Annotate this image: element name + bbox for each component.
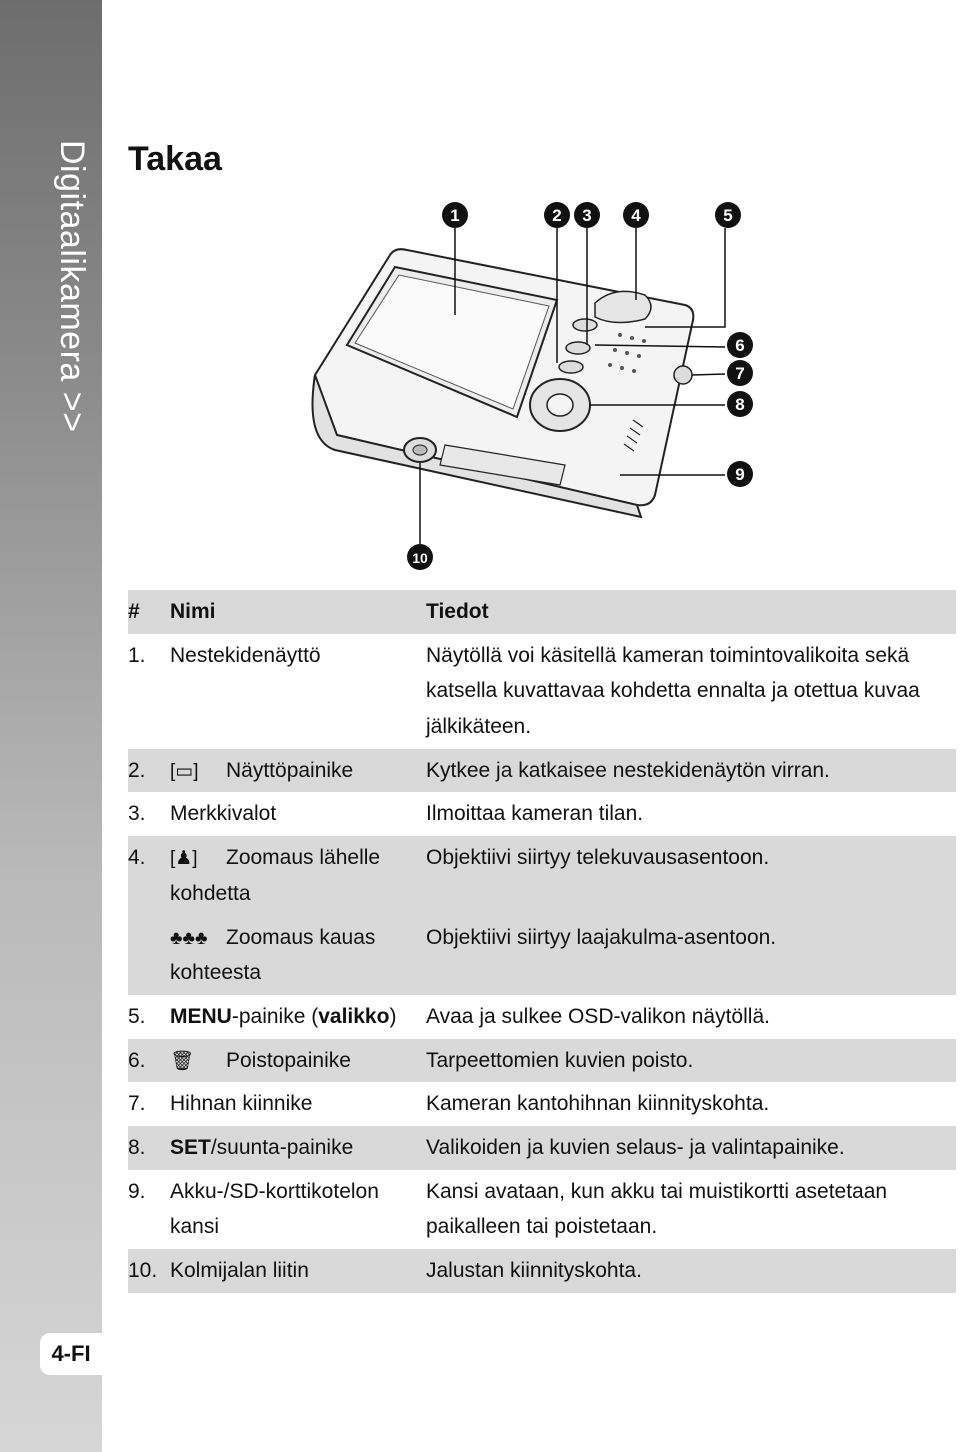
- table-row: [128, 792, 956, 836]
- row-info: Objektiivi siirtyy telekuvausasentoon.: [426, 836, 956, 915]
- svg-text:8: 8: [735, 395, 745, 414]
- row-info: Kansi avataan, kun akku tai muistikortti asetetaan paikalleen tai poistetaan.: [426, 1179, 888, 1239]
- svg-text:2: 2: [552, 206, 562, 225]
- svg-text:4: 4: [631, 206, 641, 225]
- page-title: Takaa: [128, 140, 222, 178]
- row-num: 9.: [128, 1179, 146, 1203]
- callout-3: [574, 202, 600, 228]
- header-num: #: [128, 590, 170, 634]
- trash-icon: 🗑: [170, 1050, 195, 1072]
- table-row: [128, 836, 956, 915]
- callout-8: [727, 391, 753, 417]
- row-name-cell: [170, 1039, 426, 1083]
- row-name: Poistopainike: [226, 1048, 351, 1072]
- row-info: Kytkee ja katkaisee nestekidenäytön virran.: [426, 749, 956, 793]
- row-info: Jalustan kiinnityskohta.: [426, 1249, 956, 1293]
- row-num: 2.: [128, 749, 170, 793]
- svg-text:1: 1: [450, 206, 460, 225]
- sidebar: [0, 0, 102, 1452]
- svg-text:3: 3: [582, 206, 592, 225]
- table-row: [128, 749, 956, 793]
- row-num: 1.: [128, 643, 146, 667]
- table-header-row: [128, 590, 956, 634]
- row-info: Näytöllä voi käsitellä kameran toimintovalikoita sekä katsella kuvattavaa kohdetta ennalta ja otettua kuvaa jälkikäteen.: [426, 643, 920, 739]
- table-row: [128, 1249, 956, 1293]
- svg-text:7: 7: [735, 364, 745, 383]
- display-icon: [▭]: [170, 760, 199, 782]
- table-row: [128, 1039, 956, 1083]
- row-name: Hihnan kiinnike: [170, 1092, 313, 1116]
- callout-5: [715, 202, 741, 228]
- display-button: [573, 319, 597, 331]
- zoom-tele-icon: [♟]: [170, 848, 198, 870]
- row-num: 5.: [128, 1004, 146, 1028]
- row-name-cell: [170, 995, 426, 1039]
- svg-text:10: 10: [412, 550, 428, 566]
- table-row: [128, 1170, 956, 1249]
- camera-back-diagram: [295, 195, 775, 575]
- table-row: [128, 1126, 956, 1170]
- row-info: Ilmoittaa kameran tilan.: [426, 802, 644, 826]
- sidebar-title: Digitaalikamera >>: [53, 140, 91, 433]
- svg-text:9: 9: [735, 465, 745, 484]
- row-name: Akku-/SD-korttikotelon kansi: [170, 1179, 379, 1239]
- callout-6: [727, 332, 753, 358]
- menu-label-fi: valikko: [318, 1004, 390, 1028]
- table-row: [128, 634, 956, 749]
- parts-table: [128, 590, 956, 1293]
- row-num: 4.: [128, 836, 170, 915]
- row-num: 7.: [128, 1092, 146, 1116]
- row-num: 6.: [128, 1039, 170, 1083]
- row-name: Zoomaus lähelle kohdetta: [170, 846, 381, 905]
- row-name: Merkkivalot: [170, 802, 277, 826]
- row-info: Avaa ja sulkee OSD-valikon näytöllä.: [426, 1004, 770, 1028]
- svg-text:5: 5: [723, 206, 733, 225]
- table-row: [128, 916, 956, 995]
- row-name: Kolmijalan liitin: [170, 1249, 426, 1293]
- row-name-cell: [170, 836, 426, 915]
- row-info: Tarpeettomien kuvien poisto.: [426, 1039, 956, 1083]
- menu-label: MENU: [170, 1004, 232, 1028]
- zoom-rocker: [595, 291, 651, 322]
- row-name-cell: [170, 749, 426, 793]
- table-row: [128, 1082, 956, 1126]
- row-num: [128, 916, 170, 995]
- row-info: Objektiivi siirtyy laajakulma-asentoon.: [426, 916, 956, 995]
- callout-9: [727, 461, 753, 487]
- delete-button: [559, 361, 583, 373]
- callout-1: [442, 202, 468, 228]
- set-dial: [530, 379, 590, 431]
- row-name-cell: [170, 916, 426, 995]
- callout-7: [727, 360, 753, 386]
- row-num: 8.: [128, 1126, 170, 1170]
- page-number: 4-FI: [40, 1333, 102, 1375]
- row-name-cell: [170, 1126, 426, 1170]
- strap-mount: [674, 366, 692, 384]
- row-name: Nestekidenäyttö: [170, 643, 321, 667]
- row-name: Zoomaus kauas kohteesta: [170, 925, 376, 985]
- row-info: Kameran kantohihnan kiinnityskohta.: [426, 1092, 770, 1116]
- row-info: Valikoiden ja kuvien selaus- ja valintapainike.: [426, 1126, 956, 1170]
- row-num: 10.: [128, 1249, 170, 1293]
- row-num: 3.: [128, 802, 146, 826]
- svg-text:6: 6: [735, 336, 745, 355]
- zoom-wide-icon: ♣♣♣: [170, 927, 208, 949]
- row-name: Näyttöpainike: [226, 758, 354, 782]
- header-info: Tiedot: [426, 590, 956, 634]
- row-name: -painike (: [231, 1004, 319, 1028]
- header-name: Nimi: [170, 590, 426, 634]
- set-label: SET: [170, 1135, 211, 1159]
- row-name: /suunta-painike: [210, 1135, 354, 1159]
- callout-4: [623, 202, 649, 228]
- row-name-end: ): [389, 1004, 397, 1028]
- callout-2: [544, 202, 570, 228]
- table-row: [128, 995, 956, 1039]
- callout-10: [407, 544, 433, 570]
